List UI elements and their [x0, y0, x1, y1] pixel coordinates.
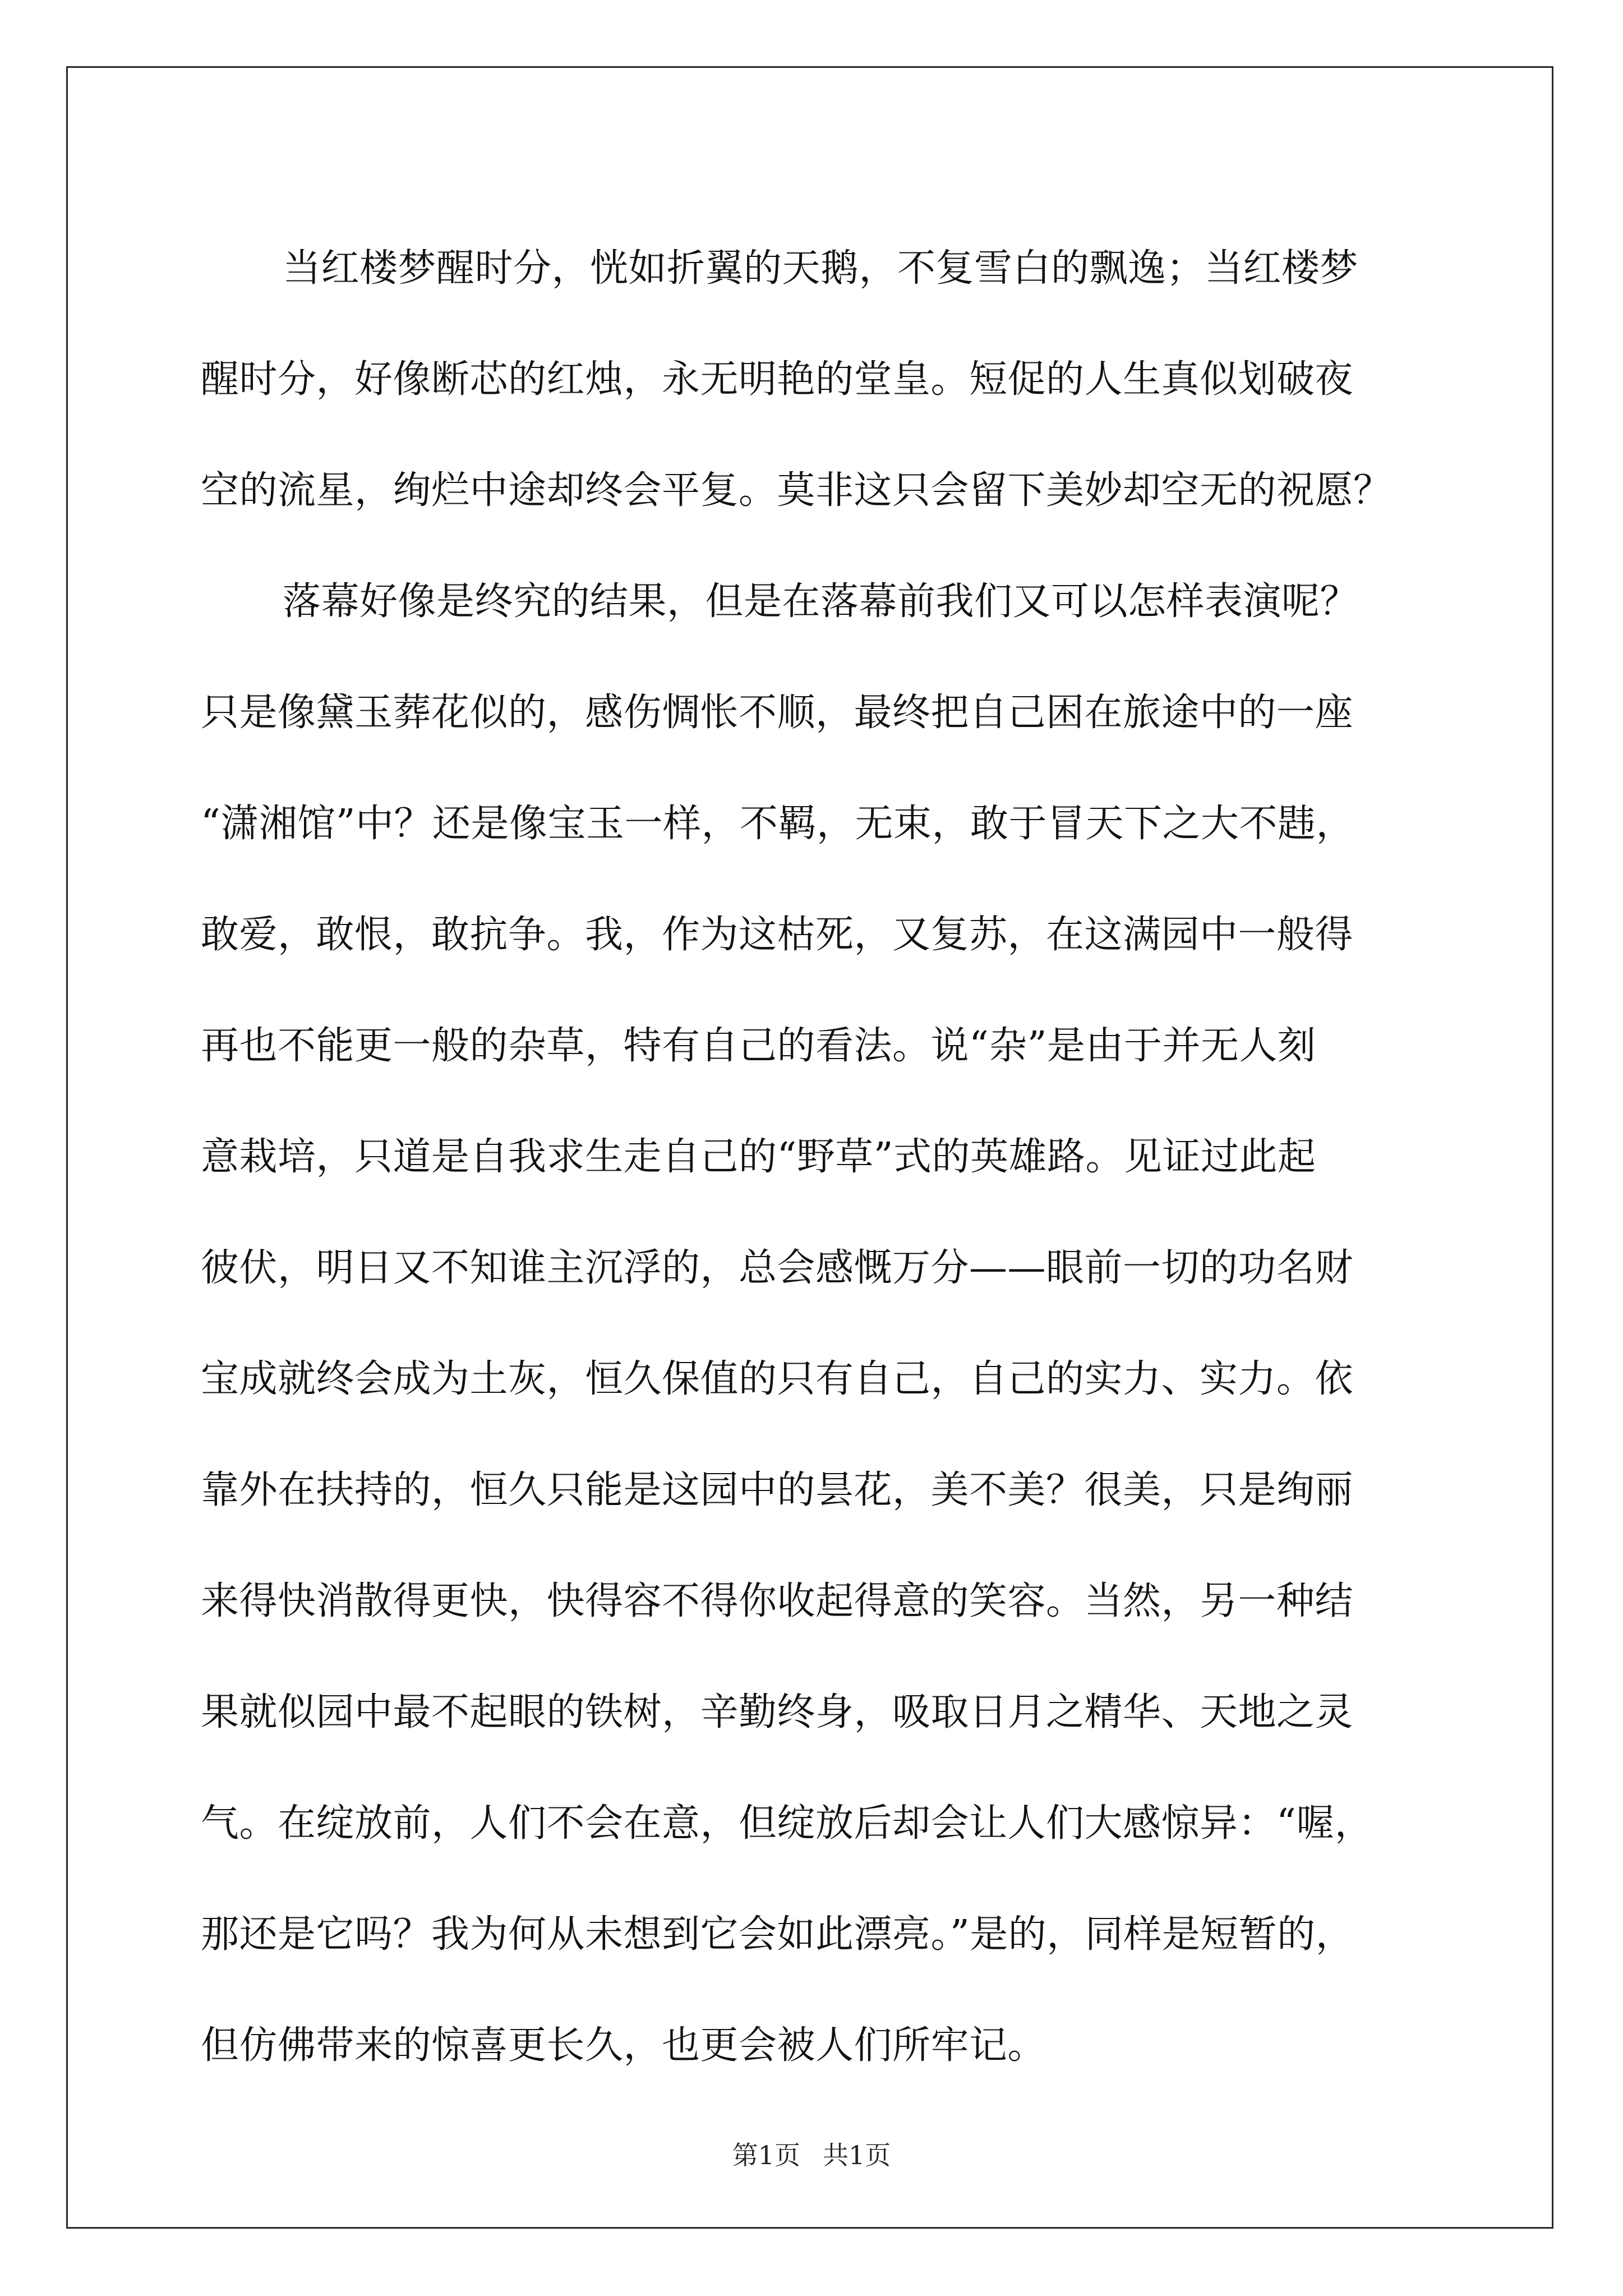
- paragraph-2-line-5: 再也不能更一般的杂草，特有自己的看法。说“杂”是由于并无人刻: [201, 1024, 1316, 1068]
- page-number: 第1页: [732, 2140, 800, 2170]
- paragraph-2-line-8: 宝成就终会成为土灰，恒久保值的只有自己，自己的实力、实力。依: [201, 1357, 1354, 1401]
- paragraph-1-line-1: 当红楼梦醒时分，恍如折翼的天鹅，不复雪白的飘逸；当红楼梦: [283, 246, 1359, 291]
- document-body: [201, 213, 1435, 2101]
- paragraph-2-line-1: 落幕好像是终究的结果，但是在落幕前我们又可以怎样表演呢？: [283, 579, 1359, 624]
- paragraph-2-line-4: 敢爱，敢恨，敢抗争。我，作为这枯死，又复苏，在这满园中一般得: [201, 913, 1354, 957]
- paragraph-2-line-2: 只是像黛玉葬花似的，感伤惆怅不顺，最终把自己困在旅途中的一座: [201, 691, 1354, 735]
- paragraph-2-line-14: 但仿佛带来的惊喜更长久，也更会被人们所牢记。: [201, 2023, 1046, 2068]
- paragraph-2-line-11: 果就似园中最不起眼的铁树，辛勤终身，吸取日月之精华、天地之灵: [201, 1690, 1354, 1734]
- paragraph-2-line-7: 彼伏，明日又不知谁主沉浮的，总会感慨万分——眼前一切的功名财: [201, 1246, 1354, 1290]
- paragraph-1-line-2: 醒时分，好像断芯的红烛，永无明艳的堂皇。短促的人生真似划破夜: [201, 357, 1354, 402]
- paragraph-2-line-13: 那还是它吗？我为何从未想到它会如此漂亮。”是的，同样是短暂的，: [201, 1912, 1354, 1957]
- paragraph-2-line-6: 意栽培，只道是自我求生走自己的“野草”式的英雄路。见证过此起: [201, 1135, 1316, 1179]
- paragraph-2-line-9: 靠外在扶持的，恒久只能是这园中的昙花，美不美？很美，只是绚丽: [201, 1468, 1354, 1512]
- paragraph-2-line-10: 来得快消散得更快，快得容不得你收起得意的笑容。当然，另一种结: [201, 1579, 1354, 1623]
- paragraph-2-line-3: “潇湘馆”中？还是像宝玉一样，不羁，无束，敢于冒天下之大不韪，: [201, 802, 1355, 846]
- page-total: 共1页: [823, 2140, 891, 2170]
- paragraph-2-line-12: 气。在绽放前，人们不会在意，但绽放后却会让人们大感惊异：“喔，: [201, 1801, 1373, 1846]
- page-footer: [0, 2138, 1623, 2172]
- paragraph-1-line-3: 空的流星，绚烂中途却终会平复。莫非这只会留下美妙却空无的祝愿？: [201, 468, 1392, 513]
